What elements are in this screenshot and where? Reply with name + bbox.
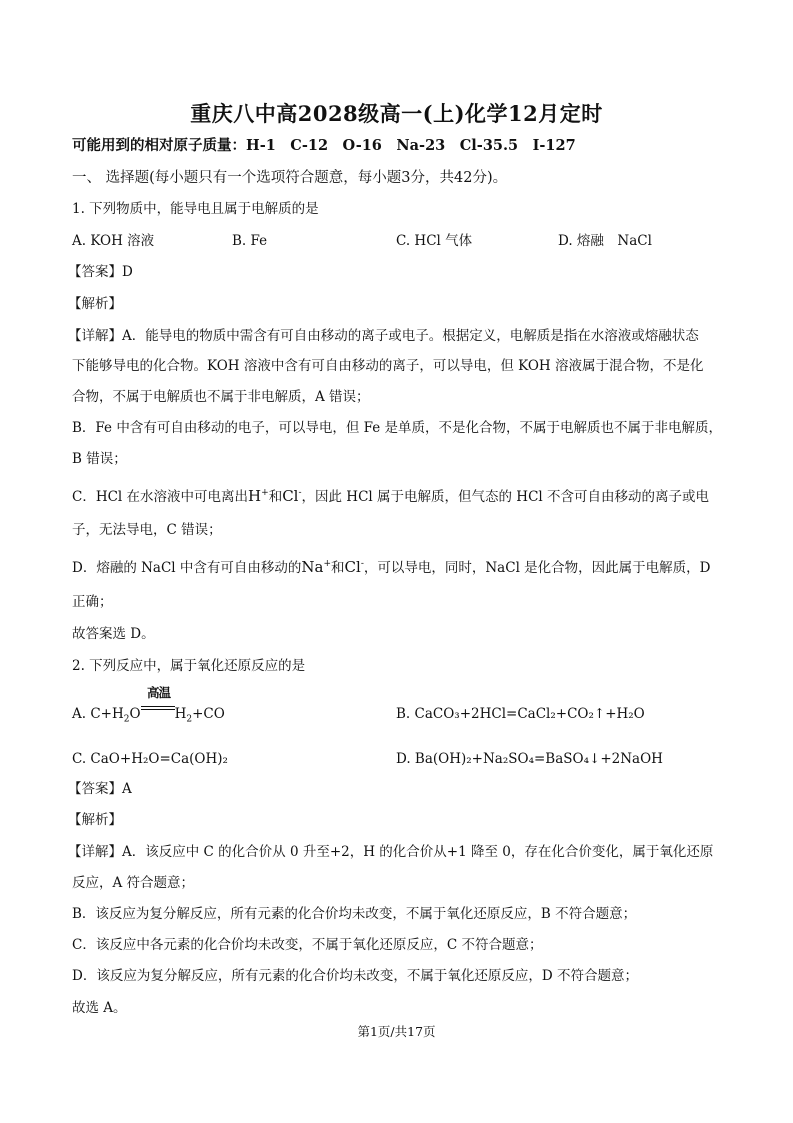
text-run: C．HCl 在水溶液中可电离出 — [72, 489, 249, 505]
text-run: O — [129, 706, 141, 722]
q1-option-c: C. HCl 气体 — [396, 233, 473, 249]
q2-option-c: C. CaO+H₂O=Ca(OH)₂ — [72, 751, 228, 767]
q1-option-b: B. Fe — [232, 233, 268, 249]
text-run: ，因此 HCl 属于电解质，但气态的 HCl 不含可自由移动的离子或电 — [301, 489, 710, 505]
condition-label: 高温 — [147, 685, 171, 700]
q1-detail-d — [72, 557, 737, 578]
ion-na-plus — [301, 558, 331, 576]
ion-symbol: Na — [301, 558, 324, 576]
answer-label: 【答案】 — [68, 781, 122, 797]
q2-option-a — [72, 685, 225, 725]
q1-detail-line: 子，无法导电，C 错误； — [72, 522, 222, 538]
text-run: ，可以导电，同时，NaCl 是化合物，因此属于电解质，D — [363, 560, 711, 576]
q1-detail-line: 正确； — [72, 594, 113, 610]
answer-label: 【答案】 — [68, 264, 122, 280]
ion-charge: - — [298, 488, 302, 498]
answer-value: A — [122, 781, 132, 797]
q1-option-a: A. KOH 溶液 — [72, 233, 155, 249]
q2-option-d: D. Ba(OH)₂+Na₂SO₄=BaSO₄↓+2NaOH — [396, 751, 663, 767]
q1-detail-c — [72, 486, 737, 507]
question-1-stem: 1. 下列物质中，能导电且属于电解质的是 — [72, 201, 319, 217]
q2-conclusion: 故选 A。 — [72, 1000, 127, 1016]
ion-symbol: H — [248, 487, 262, 505]
equals-bar — [141, 706, 175, 707]
ion-symbol: Cl — [282, 487, 299, 505]
ion-charge: + — [261, 488, 269, 498]
text-run: 和 — [268, 489, 283, 505]
q2-option-b: B. CaCO₃+2HCl=CaCl₂+CO₂↑+H₂O — [396, 706, 645, 722]
q1-conclusion: 故答案选 D。 — [72, 626, 155, 642]
text-run: H — [174, 706, 187, 722]
ion-charge: - — [360, 559, 364, 569]
q2-detail-line: 反应，A 符合题意； — [72, 875, 195, 891]
q1-detail-line: 下能够导电的化合物。KOH 溶液中含有可自由移动的离子，可以导电，但 KOH 溶液属于混合物，不是化 — [72, 358, 704, 374]
q2-detail-line: C．该反应中各元素的化合价均未改变，不属于氧化还原反应，C 不符合题意； — [72, 937, 543, 953]
equals-bar — [141, 709, 175, 710]
page-title: 重庆八中高2028级高一(上)化学12月定时 — [190, 101, 603, 126]
text-run: +CO — [192, 706, 225, 722]
text-run: A. C+H — [72, 706, 124, 722]
q1-option-d: D. 熔融 NaCl — [558, 233, 652, 249]
ion-h-plus — [248, 487, 269, 505]
atomic-masses: 可能用到的相对原子质量：H-1 C-12 O-16 Na-23 Cl-35.5 I-127 — [72, 137, 576, 154]
text-run: D．熔融的 NaCl 中含有可自由移动的 — [72, 560, 302, 576]
q1-detail-line: B 错误； — [72, 451, 127, 467]
ion-charge: + — [323, 559, 332, 569]
answer-value: D — [122, 264, 133, 280]
q1-analysis-label: 【解析】 — [68, 296, 122, 312]
q1-detail-line: B．Fe 中含有可自由移动的电子，可以导电，但 Fe 是单质，不是化合物，不属于电解质也不属于非电解质， — [72, 420, 723, 436]
q2-detail-line: 【详解】A．该反应中 C 的化合价从 0 升至+2，H 的化合价从+1 降至 0，存在化合价变化，属于氧化还原 — [68, 844, 714, 860]
subscript: 2 — [123, 714, 130, 725]
q2-analysis-label: 【解析】 — [68, 812, 122, 828]
q2-detail-line: D．该反应为复分解反应，所有元素的化合价均未改变，不属于氧化还原反应，D 不符合题意； — [72, 968, 638, 984]
q1-detail-line: 合物，不属于电解质也不属于非电解质，A 错误； — [72, 389, 370, 405]
q2-detail-line: B．该反应为复分解反应，所有元素的化合价均未改变，不属于氧化还原反应，B 不符合题意； — [72, 906, 637, 922]
ion-cl-minus — [345, 558, 364, 576]
page-footer: 第1页/共17页 — [357, 1024, 436, 1039]
q2-answer — [68, 779, 733, 799]
reaction-condition — [141, 685, 175, 718]
question-2-stem: 2. 下列反应中，属于氧化还原反应的是 — [72, 658, 306, 674]
q1-answer — [68, 262, 733, 282]
ion-cl-minus — [282, 487, 301, 505]
q1-detail-line: 【详解】A．能导电的物质中需含有可自由移动的离子或电子。根据定义，电解质是指在水溶液或熔融状态 — [68, 328, 699, 344]
text-run: 和 — [331, 560, 345, 576]
ion-symbol: Cl — [344, 558, 361, 576]
subscript: 2 — [186, 714, 193, 725]
section-heading: 一、 选择题(每小题只有一个选项符合题意，每小题3分，共42分)。 — [72, 170, 508, 186]
